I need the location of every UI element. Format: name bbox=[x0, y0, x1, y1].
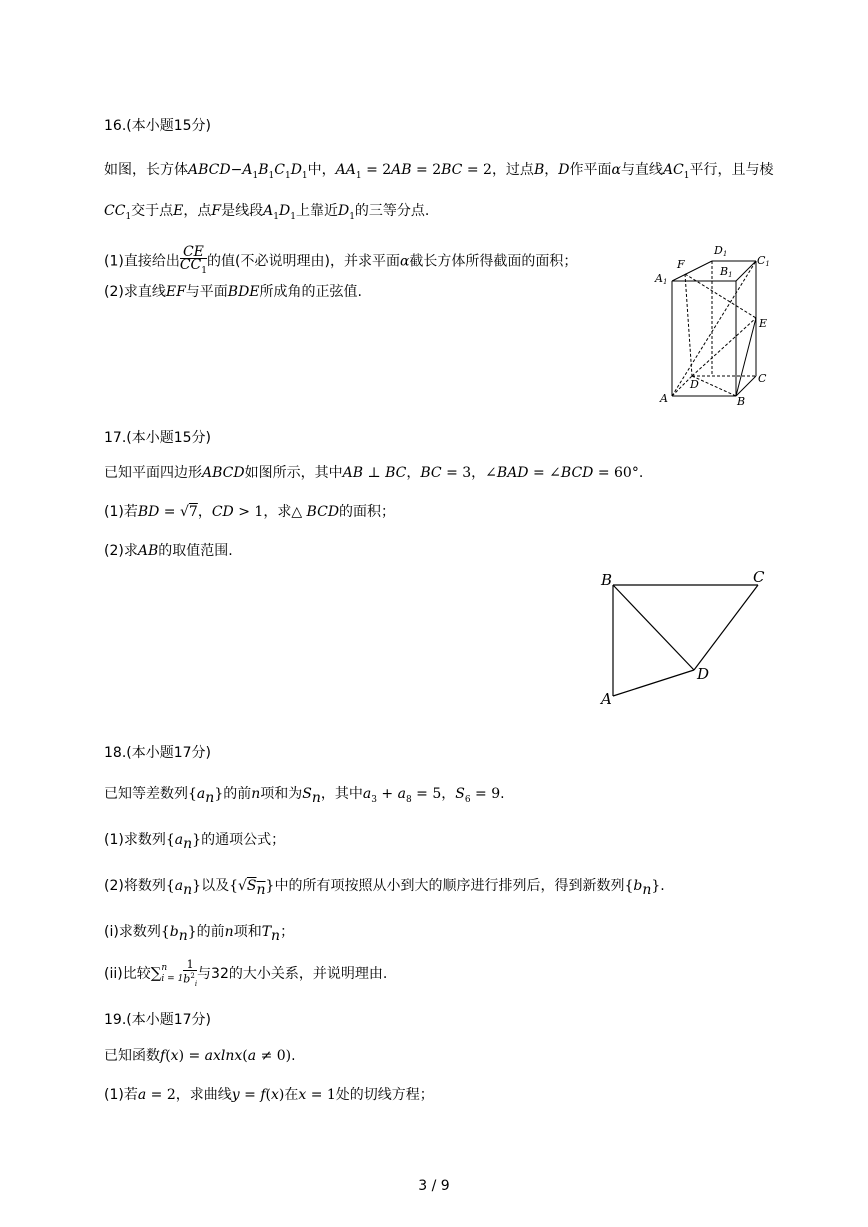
q18-header: 18.(本小题17分) bbox=[104, 745, 212, 761]
q17-header: 17.(本小题15分) bbox=[104, 430, 212, 446]
q18-part1: (1)求数列$\{a_n\}$的通项公式； bbox=[104, 832, 286, 852]
label-b: B bbox=[601, 571, 613, 589]
q17-part2: (2)求AB的取值范围. bbox=[104, 543, 233, 559]
q19-header: 19.(本小题17分) bbox=[104, 1012, 212, 1028]
q19-line1: 已知函数f(x) = axlnx(a ≠ 0). bbox=[104, 1048, 296, 1064]
label-a: A bbox=[660, 392, 668, 405]
label-d: D bbox=[697, 665, 710, 683]
cuboid-figure bbox=[650, 238, 780, 410]
q16-part2: (2)求直线EF与平面BDE所成角的正弦值. bbox=[104, 284, 362, 300]
q18-part2-i: (i)求数列$\{b_n\}$的前n项和$T_n$； bbox=[104, 924, 295, 944]
label-b1: B1 bbox=[720, 265, 733, 279]
page-number: 3 / 9 bbox=[418, 1178, 450, 1194]
quadrilateral-figure bbox=[595, 565, 775, 710]
q17-line1: 已知平面四边形ABCD如图所示，其中AB ⊥ BC，BC = 3，∠BAD = ∠BCD = 60°. bbox=[104, 465, 644, 481]
label-d1: D1 bbox=[714, 244, 728, 258]
q18-part2: (2)将数列$\{a_n\}$以及$\{√S_n\}$中的所有项按照从小到大的顺序进行排列后，得到新数列$\{b_n\}$. bbox=[104, 878, 665, 898]
q18-line1: 已知等差数列$\{a_n\}$的前n项和为$S_n$，其中$a_3 + a_8 = 5$，$S_6 = 9$. bbox=[104, 786, 505, 806]
q16-part1: (1)直接给出 $\frac{CE}{CC_1}$ 的值(不必说明理由)，并求平面α截长方体所得截面的面积； bbox=[104, 244, 578, 276]
label-e: E bbox=[759, 317, 768, 330]
label-a: A bbox=[601, 690, 612, 708]
q16-header: 16.(本小题15分) bbox=[104, 118, 212, 134]
fraction-ce-cc1: $\frac{CE}{CC_1}$ bbox=[179, 244, 208, 276]
label-a1: A1 bbox=[655, 272, 668, 286]
label-d: D bbox=[690, 378, 699, 391]
q18-part2-ii: (ii)比较∑ n i = 1 $\frac{1}{b^2_i}$ 与32的大小关系，并说明理由. bbox=[104, 957, 388, 988]
label-c: C bbox=[753, 568, 765, 586]
label-f: F bbox=[677, 258, 685, 271]
q16-line2: $CC_1$交于点E，点F是线段$A_1D_1$上靠近$D_1$的三等分点. bbox=[104, 203, 430, 222]
q19-part1: (1)若a = 2，求曲线y = f(x)在x = 1处的切线方程； bbox=[104, 1087, 434, 1103]
label-c: C bbox=[758, 372, 767, 385]
label-b: B bbox=[737, 395, 746, 408]
q16-line1: 如图，长方体$ABCD-A_1B_1C_1D_1$中，$AA_1 = 2AB = 2BC = 2$，过点B，D作平面α与直线$AC_1$平行，且与棱 bbox=[104, 162, 774, 181]
label-c1: C1 bbox=[757, 254, 770, 268]
q17-part1: (1)若BD = √7，CD > 1，求△ BCD的面积； bbox=[104, 504, 396, 520]
